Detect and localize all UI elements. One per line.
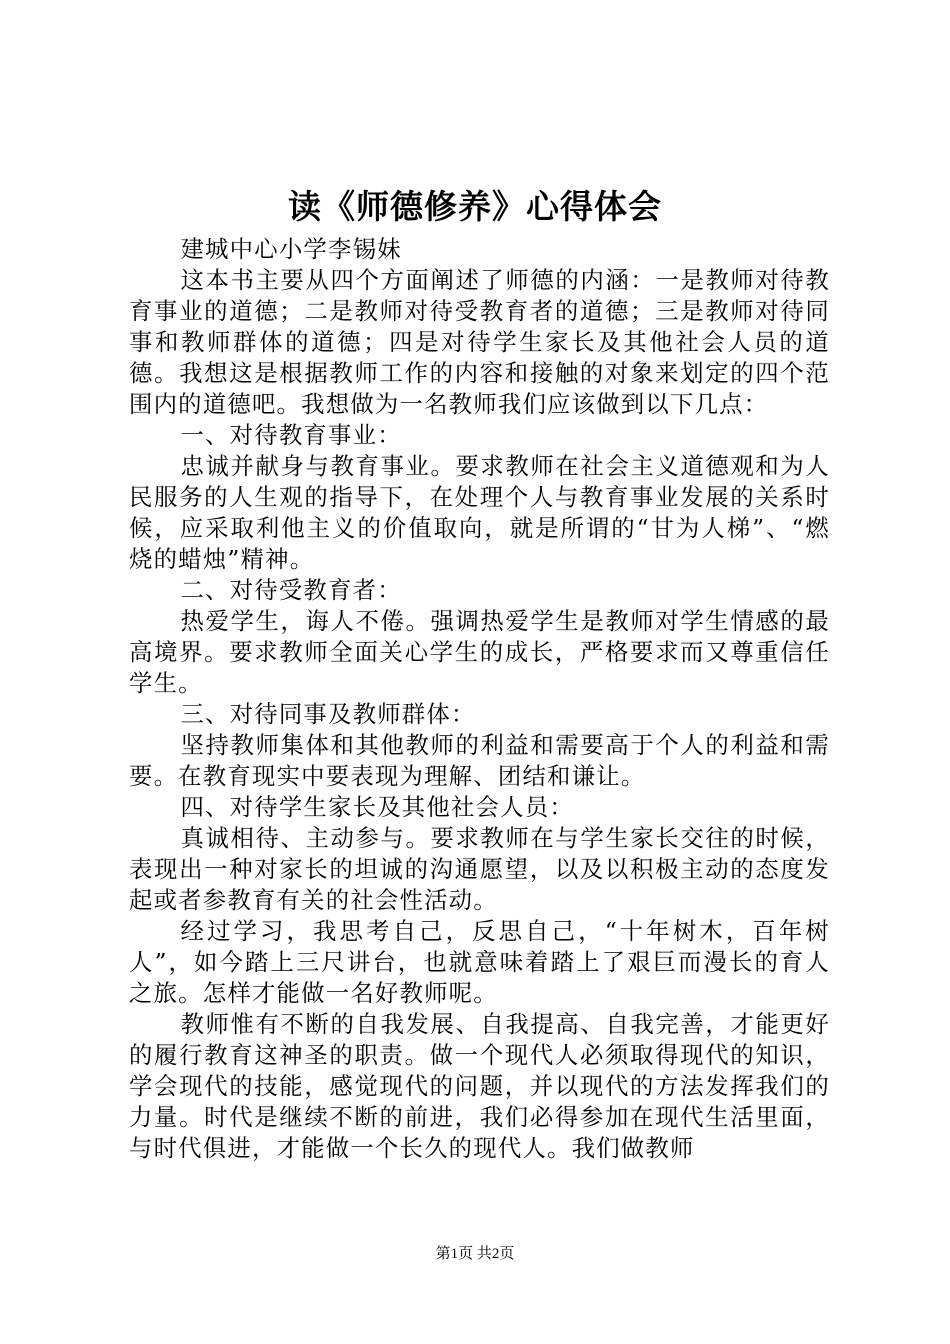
- author-line: 建城中心小学李锡妹: [180, 235, 402, 263]
- section-heading-3: 三、对待同事及教师群体：: [180, 700, 476, 728]
- section-paragraph-3: 坚持教师集体和其他教师的利益和需要高于个人的利益和需要。在教育现实中要表现为理解、团结和谦让。: [129, 731, 830, 790]
- document-title: 读《师德修养》心得体会: [288, 187, 662, 226]
- section-heading-1: 一、对待教育事业：: [180, 421, 402, 449]
- intro-paragraph: 这本书主要从四个方面阐述了师德的内涵：一是教师对待教育事业的道德；二是教师对待受教育者的道德；三是教师对待同事和教师群体的道德；四是对待学生家长及其他社会人员的道德。我想这是根据教师工作的内容和接触的对象来划定的四个范围内的道德吧。我想做为一名教师我们应该做到以下几点：: [129, 266, 830, 418]
- section-heading-4: 四、对待学生家长及其他社会人员：: [180, 793, 574, 821]
- document-body: [129, 234, 830, 1164]
- section-paragraph-2: 热爱学生，诲人不倦。强调热爱学生是教师对学生情感的最高境界。要求教师全面关心学生的成长，严格要求而又尊重信任学生。: [129, 607, 830, 697]
- page-footer: 第1页 共2页: [435, 1246, 515, 1262]
- closing-paragraph: 教师惟有不断的自我发展、自我提高、自我完善，才能更好的履行教育这神圣的职责。做一个现代人必须取得现代的知识，学会现代的技能，感觉现代的问题，并以现代的方法发挥我们的力量。时代是继续不断的前进，我们必得参加在现代生活里面，与时代俱进，才能做一个长久的现代人。我们做教师: [129, 1010, 830, 1162]
- reflection-paragraph: 经过学习，我思考自己，反思自己，“十年树木，百年树人”，如今踏上三尺讲台，也就意味着踏上了艰巨而漫长的育人之旅。怎样才能做一名好教师呢。: [129, 917, 830, 1007]
- section-paragraph-4: 真诚相待、主动参与。要求教师在与学生家长交往的时候，表现出一种对家长的坦诚的沟通愿望，以及以积极主动的态度发起或者参教育有关的社会性活动。: [129, 824, 830, 914]
- section-heading-2: 二、对待受教育者：: [180, 576, 402, 604]
- section-paragraph-1: 忠诚并献身与教育事业。要求教师在社会主义道德观和为人民服务的人生观的指导下，在处理个人与教育事业发展的关系时候，应采取利他主义的价值取向，就是所谓的“甘为人梯”、“燃烧的蜡烛”精神。: [129, 452, 830, 573]
